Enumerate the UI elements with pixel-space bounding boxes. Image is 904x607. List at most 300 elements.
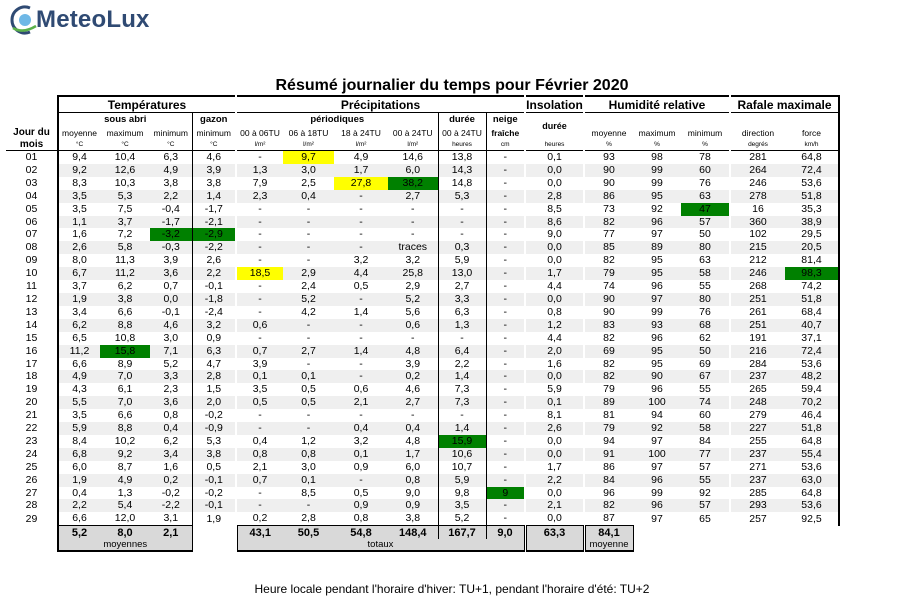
value-cell: 3,3: [438, 293, 486, 306]
col-p4: 00 à 24TU: [392, 127, 433, 138]
value-cell: -: [283, 319, 334, 332]
value-cell: -: [359, 409, 363, 422]
spacer: [785, 539, 839, 551]
col-maximum: maximum: [106, 127, 144, 138]
value-cell: 2,7: [388, 190, 438, 203]
value-cell: 0,5: [237, 396, 283, 409]
value-cell: 0,0: [547, 486, 562, 499]
value-cell: -: [438, 216, 486, 229]
value-cell: 11,2: [100, 267, 150, 280]
day-cell: 02: [25, 163, 38, 176]
value-cell: 279: [749, 409, 767, 422]
value-cell: 2,7: [388, 396, 438, 409]
value-cell: -: [486, 177, 524, 190]
value-cell: 96: [633, 499, 681, 512]
unit-label: heures: [526, 139, 583, 151]
value-cell: 4,4: [334, 267, 388, 280]
value-cell: 0,7: [237, 345, 283, 358]
day-cell: 05: [25, 202, 38, 215]
value-cell: -2,2: [192, 241, 235, 254]
value-cell: 63: [681, 190, 729, 203]
value-cell: 90: [603, 305, 615, 318]
col-gazon-minimum: minimum: [192, 126, 235, 139]
page-title: Résumé journalier du temps pour Février 2020: [275, 77, 629, 94]
value-cell: 284: [749, 357, 767, 370]
day-cell: 06: [25, 215, 38, 228]
value-cell: 4,8: [405, 434, 421, 447]
value-cell: 74,2: [785, 280, 839, 293]
value-cell: 4,4: [547, 280, 562, 293]
value-cell: 9,4: [58, 151, 100, 164]
value-cell: 0,0: [547, 512, 562, 525]
value-cell: 2,0: [192, 396, 235, 409]
value-cell: -: [411, 331, 415, 344]
value-cell: 50: [699, 228, 711, 241]
value-cell: 0,4: [252, 434, 268, 447]
value-cell: 237: [731, 448, 785, 461]
value-cell: 10,8: [114, 331, 136, 344]
value-cell: 5,9: [438, 474, 486, 487]
value-cell: -: [258, 486, 262, 499]
col-moyenne: moyenne: [58, 126, 100, 139]
value-cell: 48,2: [785, 370, 839, 383]
table-row: [6, 164, 839, 177]
value-cell: 3,9: [163, 254, 179, 267]
spacer: [681, 539, 729, 551]
value-cell: 8,7: [117, 460, 133, 473]
value-cell: 0,0: [547, 254, 562, 267]
value-cell: -: [283, 241, 334, 254]
daily-weather-table: [6, 95, 840, 552]
value-cell: 95: [633, 345, 681, 358]
spacer: [6, 539, 58, 551]
value-cell: 97: [651, 512, 663, 525]
value-cell: 2,8: [301, 512, 316, 525]
day-cell: 20: [25, 396, 38, 409]
unit-label: cm: [486, 139, 524, 151]
spacer: [731, 539, 785, 551]
value-cell: 0,5: [353, 486, 369, 499]
value-cell: 265: [749, 383, 767, 396]
mois-label: mois: [6, 139, 58, 151]
value-cell: 227: [731, 422, 785, 435]
table-row: [6, 409, 839, 422]
value-cell: 6,3: [163, 151, 179, 163]
value-cell: 3,5: [252, 383, 268, 396]
value-cell: -: [438, 203, 486, 216]
table-row: [6, 267, 839, 280]
value-cell: 82: [603, 331, 615, 344]
spacer: [633, 539, 681, 551]
value-cell: 8,5: [547, 202, 562, 215]
unit-label: km/h: [785, 139, 839, 151]
value-cell: 2,0: [526, 345, 583, 358]
unit-label: °C: [192, 139, 235, 151]
value-cell: 96: [651, 280, 663, 293]
value-cell: -: [486, 332, 524, 345]
value-cell: -1,8: [192, 293, 235, 306]
value-cell: 0,8: [237, 448, 283, 461]
value-cell: 76: [699, 176, 711, 189]
table-row: [6, 512, 839, 525]
table-row: [6, 435, 839, 448]
value-cell: 97: [651, 460, 663, 473]
value-cell: 99: [651, 486, 663, 499]
table-row: [6, 396, 839, 409]
value-cell: 5,2: [388, 293, 438, 306]
value-cell: 6,0: [388, 164, 438, 177]
value-cell: 100: [633, 396, 681, 409]
value-cell: 3,8: [405, 512, 421, 525]
spacer: [192, 539, 235, 551]
value-cell: 53,6: [785, 499, 839, 512]
value-cell: 5,2: [283, 293, 334, 306]
value-cell: 97: [651, 228, 663, 241]
col-neige-fraiche: fraîche: [486, 126, 524, 139]
table-row: [6, 319, 839, 332]
value-cell: 18,5: [237, 267, 283, 280]
value-cell: 3,4: [150, 448, 192, 461]
table-row: [6, 306, 839, 319]
value-cell: 96: [651, 383, 663, 396]
value-cell: 102: [749, 228, 767, 241]
value-cell: 360: [731, 216, 785, 229]
value-cell: -2,1: [192, 216, 235, 229]
value-cell: 1,4: [192, 190, 235, 203]
value-cell: 0,0: [526, 293, 583, 306]
value-cell: 261: [749, 305, 767, 318]
value-cell: 0,8: [283, 448, 334, 461]
value-cell: 1,7: [547, 460, 562, 473]
value-cell: 2,6: [526, 422, 583, 435]
col-hum-minimum: minimum: [687, 127, 723, 138]
value-cell: -: [438, 228, 486, 241]
value-cell: 3,8: [192, 448, 235, 461]
value-cell: 63: [699, 254, 711, 267]
value-cell: 4,7: [192, 358, 235, 371]
value-cell: 57: [681, 499, 729, 512]
value-cell: 5,3: [438, 190, 486, 203]
day-cell: 04: [25, 189, 38, 202]
day-cell: 21: [25, 409, 38, 422]
value-cell: 0,5: [353, 280, 369, 293]
value-cell: 62: [699, 331, 711, 344]
value-cell: 5,5: [58, 396, 100, 409]
value-cell: 1,2: [301, 434, 316, 447]
value-cell: 0,0: [526, 164, 583, 177]
value-cell: -: [237, 499, 283, 512]
value-cell: 1,6: [58, 228, 100, 241]
group-temperatures: Températures: [58, 96, 235, 113]
value-cell: traces: [388, 241, 438, 254]
value-cell: 0,0: [547, 434, 562, 447]
value-cell: 95: [633, 267, 681, 280]
value-cell: 0,9: [192, 332, 235, 345]
value-cell: 90: [603, 176, 615, 189]
value-cell: 8,3: [58, 177, 100, 190]
value-cell: 1,3: [438, 319, 486, 332]
table-row: [6, 241, 839, 254]
value-cell: 78: [699, 151, 711, 163]
day-cell: 14: [25, 318, 38, 331]
value-cell: 0,4: [388, 422, 438, 435]
value-cell: 86: [603, 460, 615, 473]
value-cell: -: [237, 216, 283, 229]
value-cell: 212: [749, 254, 767, 267]
value-cell: 10,3: [114, 176, 136, 189]
value-cell: 15,9: [438, 435, 486, 448]
subhead-sous-abri: sous abri: [58, 113, 192, 127]
value-cell: 96: [651, 331, 663, 344]
value-cell: 69: [699, 357, 711, 370]
value-cell: 58: [681, 267, 729, 280]
value-cell: -: [359, 202, 363, 215]
value-cell: 29,5: [785, 228, 839, 241]
value-cell: 237: [731, 474, 785, 487]
day-cell: 09: [25, 254, 38, 267]
value-cell: 264: [731, 164, 785, 177]
value-cell: -: [306, 357, 311, 370]
unit-label: °C: [58, 139, 100, 151]
value-cell: 0,1: [283, 474, 334, 487]
value-cell: 2,1: [526, 499, 583, 512]
value-cell: 6,3: [192, 345, 235, 358]
value-cell: -: [258, 202, 262, 215]
group-insolation: Insolation: [526, 97, 583, 112]
summary-precip-p4: 148,4: [388, 526, 438, 540]
value-cell: 293: [731, 499, 785, 512]
value-cell: 0,7: [163, 280, 179, 293]
value-cell: -: [258, 409, 262, 422]
value-cell: 6,1: [117, 383, 133, 396]
table-row: [6, 345, 839, 358]
value-cell: -3,2: [150, 228, 192, 241]
value-cell: -: [486, 280, 524, 293]
value-cell: -0,2: [192, 487, 235, 500]
value-cell: 95: [651, 357, 663, 370]
value-cell: 4,9: [150, 164, 192, 177]
value-cell: 3,8: [163, 176, 179, 189]
jour-du-label: Jour du: [13, 127, 50, 138]
value-cell: 6,0: [58, 461, 100, 474]
value-cell: 0,0: [547, 176, 562, 189]
value-cell: 72,4: [785, 345, 839, 358]
value-cell: 77: [681, 448, 729, 461]
value-cell: 0,9: [388, 499, 438, 512]
value-cell: 55: [681, 474, 729, 487]
value-cell: -: [258, 331, 262, 344]
value-cell: 15,8: [100, 345, 150, 358]
value-cell: 2,2: [150, 190, 192, 203]
day-cell: 19: [25, 383, 38, 396]
value-cell: 92,5: [785, 512, 839, 525]
value-cell: 4,4: [547, 331, 562, 344]
summary-temp-minimum: 2,1: [150, 526, 192, 540]
value-cell: -: [486, 254, 524, 267]
value-cell: 0,1: [283, 370, 334, 383]
table-row: [6, 190, 839, 203]
value-cell: 5,2: [163, 357, 179, 370]
value-cell: 27,8: [334, 177, 388, 190]
value-cell: -: [237, 422, 283, 435]
col-minimum: minimum: [153, 127, 188, 138]
value-cell: 91: [585, 448, 633, 461]
value-cell: 11,2: [58, 345, 100, 358]
value-cell: 14,8: [438, 177, 486, 190]
value-cell: -: [486, 448, 524, 461]
value-cell: 8,8: [100, 319, 150, 332]
value-cell: 216: [731, 345, 785, 358]
day-cell: 03: [25, 176, 38, 189]
value-cell: 68: [681, 319, 729, 332]
value-cell: 6,5: [58, 332, 100, 345]
value-cell: 0,4: [58, 487, 100, 500]
value-cell: 3,7: [100, 216, 150, 229]
unit-label: heures: [438, 139, 486, 151]
unit-label: l/m²: [237, 139, 283, 151]
value-cell: -: [486, 474, 524, 487]
value-cell: 8,5: [301, 486, 316, 499]
value-cell: 51,8: [785, 190, 839, 203]
value-cell: 10,4: [114, 151, 136, 163]
value-cell: 7,3: [438, 396, 486, 409]
value-cell: -1,7: [192, 203, 235, 216]
col-force: force: [785, 126, 839, 139]
day-cell: 17: [25, 357, 38, 370]
value-cell: 0,0: [526, 241, 583, 254]
value-cell: 0,7: [237, 474, 283, 487]
group-precipitations: Précipitations: [237, 96, 524, 113]
value-cell: 8,8: [100, 422, 150, 435]
value-cell: -: [306, 202, 311, 215]
value-cell: -1,7: [150, 216, 192, 229]
value-cell: -: [438, 409, 486, 422]
value-cell: -0,1: [161, 305, 180, 318]
value-cell: -: [334, 241, 388, 254]
value-cell: 4,3: [58, 383, 100, 396]
value-cell: -: [486, 422, 524, 435]
timezone-footnote: Heure locale pendant l'horaire d'hiver: TU+1, pendant l'horaire d'été: TU+2: [254, 582, 650, 596]
value-cell: 57: [699, 460, 711, 473]
value-cell: 3,2: [405, 254, 421, 267]
day-cell: 13: [25, 305, 38, 318]
table-row: [6, 499, 839, 512]
value-cell: 278: [731, 190, 785, 203]
value-cell: 93: [603, 151, 615, 163]
value-cell: 0,3: [438, 241, 486, 254]
value-cell: 2,2: [438, 358, 486, 371]
value-cell: 0,1: [237, 370, 283, 383]
value-cell: 0,1: [547, 151, 562, 163]
value-cell: 3,0: [283, 164, 334, 177]
value-cell: 55: [699, 280, 711, 293]
table-row: [6, 422, 839, 435]
value-cell: -: [334, 319, 388, 332]
value-cell: 73: [603, 202, 615, 215]
value-cell: -: [283, 499, 334, 512]
value-cell: 57: [681, 216, 729, 229]
value-cell: 1,4: [334, 345, 388, 358]
day-cell: 26: [25, 473, 38, 486]
value-cell: 96: [633, 474, 681, 487]
value-cell: -: [486, 512, 524, 525]
value-cell: -: [486, 383, 524, 396]
value-cell: 63,0: [785, 474, 839, 487]
value-cell: 237: [731, 370, 785, 383]
value-cell: 1,4: [353, 305, 369, 318]
value-cell: 0,5: [301, 383, 316, 396]
summary-precip-p3: 54,8: [334, 526, 388, 540]
value-cell: 2,8: [192, 370, 235, 383]
value-cell: 38,9: [785, 216, 839, 229]
value-cell: 215: [731, 241, 785, 254]
value-cell: 86: [585, 190, 633, 203]
value-cell: 4,9: [353, 151, 369, 163]
value-cell: 9,0: [405, 486, 421, 499]
value-cell: 6,3: [438, 306, 486, 319]
value-cell: 3,0: [301, 460, 316, 473]
value-cell: 6,2: [58, 319, 100, 332]
value-cell: 96: [603, 486, 615, 499]
day-cell: 27: [25, 486, 38, 499]
value-cell: 2,3: [163, 383, 179, 396]
value-cell: 55,4: [785, 448, 839, 461]
value-cell: 0,4: [283, 190, 334, 203]
day-cell: 28: [25, 499, 38, 512]
value-cell: 83: [585, 319, 633, 332]
value-cell: -: [486, 499, 524, 512]
table-row: [6, 293, 839, 306]
value-cell: 79: [585, 267, 633, 280]
value-cell: 3,7: [58, 280, 100, 293]
spacer: [6, 526, 58, 540]
value-cell: 0,8: [163, 409, 179, 422]
value-cell: 2,7: [438, 280, 486, 293]
unit-label: %: [585, 139, 633, 151]
spacer: [192, 526, 235, 540]
value-cell: 5,6: [405, 305, 421, 318]
value-cell: 6,8: [58, 448, 100, 461]
value-cell: 2,6: [58, 241, 100, 254]
value-cell: 89: [585, 396, 633, 409]
value-cell: 2,3: [237, 190, 283, 203]
col-p1: 00 à 06TU: [240, 127, 280, 138]
value-cell: 11,3: [115, 254, 135, 267]
value-cell: -: [438, 332, 486, 345]
value-cell: 257: [749, 512, 767, 525]
value-cell: 3,2: [353, 434, 369, 447]
value-cell: 0,6: [237, 319, 283, 332]
value-cell: 13,8: [438, 151, 486, 164]
value-cell: 191: [749, 331, 767, 344]
value-cell: 84: [699, 434, 711, 447]
value-cell: -: [258, 280, 262, 293]
value-cell: 4,6: [192, 151, 235, 164]
value-cell: -0,2: [161, 486, 180, 499]
table-row: [6, 280, 839, 293]
value-cell: 3,8: [100, 293, 150, 306]
value-cell: -: [334, 293, 388, 306]
value-cell: -: [411, 409, 415, 422]
value-cell: 82: [585, 499, 633, 512]
value-cell: 77: [603, 228, 615, 241]
value-cell: -: [306, 409, 311, 422]
meteolux-logo[interactable]: [8, 4, 150, 36]
value-cell: 95: [651, 254, 663, 267]
value-cell: 6,6: [58, 358, 100, 371]
spacer: [731, 526, 785, 540]
value-cell: -: [486, 319, 524, 332]
